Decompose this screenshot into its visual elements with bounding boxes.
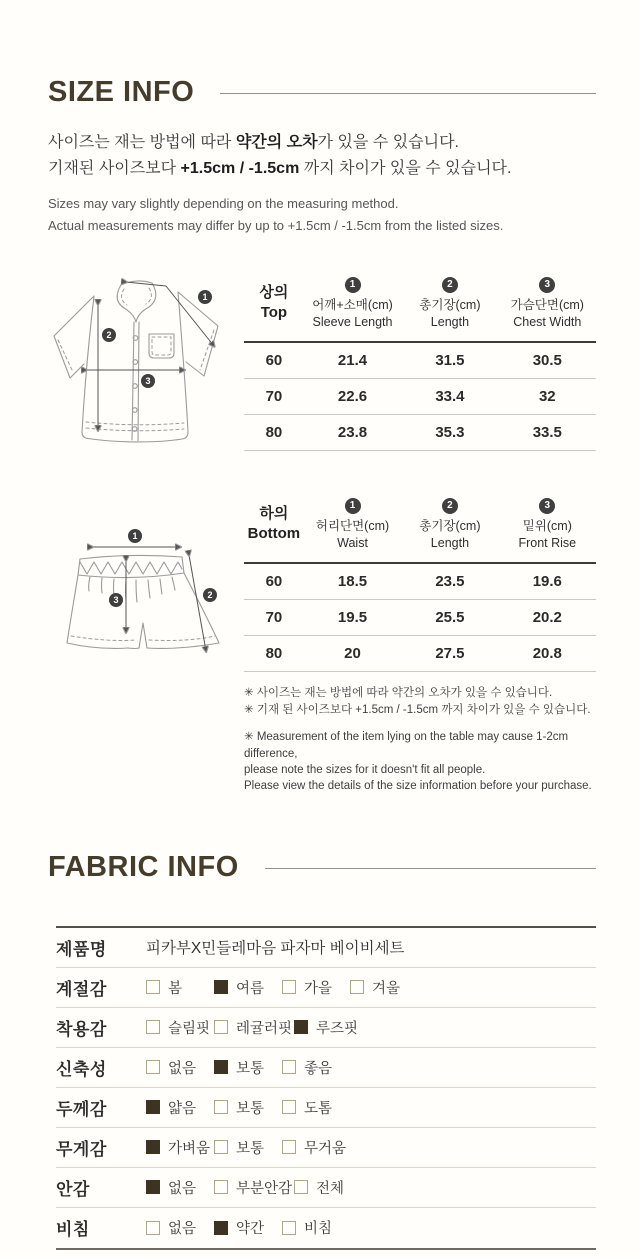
fabric-row	[56, 928, 596, 968]
size-value: 20	[304, 635, 401, 671]
fabric-option	[214, 977, 280, 998]
fabric-option-label: 겨울	[372, 980, 401, 997]
fabric-row	[56, 1008, 596, 1048]
checkbox-unchecked-icon	[350, 980, 364, 994]
size-label: 60	[244, 342, 304, 379]
size-table-header-row	[244, 495, 596, 563]
fabric-info-header	[48, 851, 596, 884]
checkbox-unchecked-icon	[146, 980, 160, 994]
checkbox-unchecked-icon	[146, 1060, 160, 1074]
fabric-option-label: 비침	[304, 1221, 333, 1238]
pajama-top-illustration	[48, 272, 244, 463]
size-column-header: 3 가슴단면(cm) Chest Width	[499, 274, 596, 342]
fabric-row	[56, 1088, 596, 1128]
size-value: 25.5	[401, 599, 498, 635]
fabric-option-label: 보통	[236, 1100, 265, 1117]
fabric-row	[56, 1168, 596, 1208]
measure-number-badge: 3	[539, 277, 555, 293]
measure-marker-1	[128, 529, 142, 543]
fabric-option	[282, 977, 348, 998]
size-table-row	[244, 635, 596, 671]
fabric-option-label: 봄	[168, 980, 183, 997]
checkbox-checked-icon	[214, 1060, 228, 1074]
fabric-row	[56, 1128, 596, 1168]
fabric-option	[294, 1177, 360, 1198]
fabric-option-label: 전체	[316, 1180, 345, 1197]
checkbox-unchecked-icon	[282, 980, 296, 994]
size-column-header: 1 어깨+소매(cm) Sleeve Length	[304, 274, 401, 342]
fabric-table	[56, 926, 596, 1250]
product-name-value: 피카부X민들레마음 파자마 베이비세트	[146, 940, 405, 958]
measure-marker-2	[203, 588, 217, 602]
size-label: 70	[244, 378, 304, 414]
fabric-row-value	[146, 977, 596, 998]
size-intro-english	[48, 193, 596, 237]
fabric-option	[146, 1057, 212, 1078]
size-table-row	[244, 342, 596, 379]
pajama-shorts-illustration	[48, 493, 244, 794]
size-intro-en-line: Actual measurements may differ by up to +1.5cm / -1.5cm from the listed sizes.	[48, 217, 504, 233]
size-note-en-line: ✳ Measurement of the item lying on the table may cause 1-2cm difference,	[244, 731, 569, 760]
pajama-shorts-line-drawing	[48, 505, 244, 665]
svg-text:1: 1	[202, 292, 208, 303]
size-note-ko-line: ✳ 사이즈는 재는 방법에 따라 약간의 오차가 있을 수 있습니다.	[244, 686, 553, 699]
size-column-header: 2 총기장(cm) Length	[401, 274, 498, 342]
size-note-ko-line: ✳ 기재 된 사이즈보다 +1.5cm / -1.5cm 까지 차이가 있을 수 있습니다.	[244, 704, 591, 717]
size-label: 80	[244, 635, 304, 671]
fabric-option-label: 부분안감	[236, 1180, 293, 1197]
size-value: 22.6	[304, 378, 401, 414]
checkbox-unchecked-icon	[146, 1020, 160, 1034]
checkbox-unchecked-icon	[214, 1180, 228, 1194]
fabric-option-label: 도톰	[304, 1100, 333, 1117]
size-label: 80	[244, 414, 304, 450]
size-value: 19.6	[499, 563, 596, 600]
measure-number-badge: 3	[539, 498, 555, 514]
fabric-option	[214, 1177, 292, 1198]
fabric-option	[294, 1017, 360, 1038]
fabric-option-label: 무거움	[304, 1140, 347, 1157]
size-notes-korean	[244, 685, 596, 720]
size-group-header: 하의 Bottom	[244, 495, 304, 563]
checkbox-checked-icon	[294, 1020, 308, 1034]
measure-marker-2	[102, 328, 116, 342]
measure-marker-3	[141, 374, 155, 388]
size-info-title: SIZE INFO	[48, 76, 195, 108]
title-rule	[265, 868, 596, 869]
size-value: 20.2	[499, 599, 596, 635]
fabric-option	[282, 1057, 348, 1078]
size-block-bottom	[48, 493, 596, 794]
fabric-option-label: 없음	[168, 1060, 197, 1077]
checkbox-checked-icon	[146, 1180, 160, 1194]
measure-number-badge: 1	[345, 498, 361, 514]
size-value: 30.5	[499, 342, 596, 379]
fabric-row-label: 비침	[56, 1220, 90, 1240]
svg-text:3: 3	[113, 595, 119, 606]
fabric-row-value	[146, 1217, 596, 1238]
fabric-option	[214, 1097, 280, 1118]
size-value: 23.8	[304, 414, 401, 450]
checkbox-checked-icon	[146, 1100, 160, 1114]
size-value: 33.4	[401, 378, 498, 414]
size-intro-korean	[48, 130, 596, 182]
fabric-option-label: 루즈핏	[316, 1020, 359, 1037]
fabric-option-label: 레귤러핏	[236, 1020, 293, 1037]
fabric-row	[56, 968, 596, 1008]
checkbox-unchecked-icon	[214, 1100, 228, 1114]
svg-text:2: 2	[207, 590, 213, 601]
fabric-option-label: 없음	[168, 1180, 197, 1197]
fabric-option-label: 얇음	[168, 1100, 197, 1117]
fabric-option-label: 가을	[304, 980, 333, 997]
fabric-option-label: 슬림핏	[168, 1020, 211, 1037]
pajama-top-line-drawing	[48, 272, 244, 458]
fabric-option	[350, 977, 416, 998]
fabric-row	[56, 1208, 596, 1248]
checkbox-checked-icon	[146, 1140, 160, 1154]
fabric-row-value	[146, 936, 596, 958]
fabric-option	[214, 1137, 280, 1158]
measure-number-badge: 1	[345, 277, 361, 293]
fabric-option-label: 보통	[236, 1060, 265, 1077]
size-notes-english	[244, 729, 596, 794]
checkbox-checked-icon	[214, 1221, 228, 1235]
size-value: 21.4	[304, 342, 401, 379]
checkbox-unchecked-icon	[282, 1221, 296, 1235]
measure-number-badge: 2	[442, 498, 458, 514]
fabric-row	[56, 1048, 596, 1088]
fabric-row-value	[146, 1137, 596, 1158]
size-column-header: 1 허리단면(cm) Waist	[304, 495, 401, 563]
checkbox-checked-icon	[214, 980, 228, 994]
size-block-top	[48, 272, 596, 463]
svg-text:2: 2	[106, 330, 112, 341]
size-value: 33.5	[499, 414, 596, 450]
fabric-info-title: FABRIC INFO	[48, 850, 239, 883]
size-value: 35.3	[401, 414, 498, 450]
fabric-option-label: 가벼움	[168, 1140, 211, 1157]
size-note-en-line: Please view the details of the size information before your purchase.	[244, 780, 592, 793]
title-rule	[220, 93, 596, 94]
size-value: 23.5	[401, 563, 498, 600]
fabric-row-label: 무게감	[56, 1139, 107, 1159]
fabric-option	[146, 977, 212, 998]
checkbox-unchecked-icon	[282, 1100, 296, 1114]
size-table-bottom	[244, 495, 596, 672]
size-value: 19.5	[304, 599, 401, 635]
fabric-option-label: 여름	[236, 980, 265, 997]
fabric-option	[214, 1017, 292, 1038]
fabric-option	[146, 1177, 212, 1198]
fabric-option	[146, 1097, 212, 1118]
fabric-option	[214, 1217, 280, 1238]
size-table-row	[244, 563, 596, 600]
fabric-option-label: 좋음	[304, 1060, 333, 1077]
checkbox-unchecked-icon	[214, 1140, 228, 1154]
size-table-row	[244, 599, 596, 635]
size-table-row	[244, 378, 596, 414]
fabric-row-label: 신축성	[56, 1059, 107, 1079]
fabric-row-label: 안감	[56, 1179, 90, 1199]
fabric-row-value	[146, 1017, 596, 1038]
size-value: 18.5	[304, 563, 401, 600]
fabric-option	[282, 1097, 348, 1118]
checkbox-unchecked-icon	[146, 1221, 160, 1235]
fabric-row-label: 두께감	[56, 1099, 107, 1119]
fabric-option-label: 약간	[236, 1221, 265, 1238]
fabric-row-value	[146, 1097, 596, 1118]
size-table-header-row	[244, 274, 596, 342]
svg-text:1: 1	[132, 531, 138, 542]
fabric-option	[214, 1057, 280, 1078]
fabric-option	[282, 1217, 348, 1238]
size-table-row	[244, 414, 596, 450]
checkbox-unchecked-icon	[294, 1180, 308, 1194]
size-note-en-line: please note the sizes for it doesn't fit all people.	[244, 764, 486, 777]
size-notes	[244, 685, 596, 795]
size-column-header: 3 밑위(cm) Front Rise	[499, 495, 596, 563]
size-label: 60	[244, 563, 304, 600]
svg-text:3: 3	[145, 376, 151, 387]
measure-number-badge: 2	[442, 277, 458, 293]
size-value: 31.5	[401, 342, 498, 379]
size-intro-ko-line: 기재된 사이즈보다 +1.5cm / -1.5cm 까지 차이가 있을 수 있습니다.	[48, 159, 512, 177]
checkbox-unchecked-icon	[282, 1140, 296, 1154]
size-group-header: 상의 Top	[244, 274, 304, 342]
fabric-row-value	[146, 1057, 596, 1078]
size-label: 70	[244, 599, 304, 635]
size-column-header: 2 총기장(cm) Length	[401, 495, 498, 563]
size-intro-en-line: Sizes may vary slightly depending on the measuring method.	[48, 195, 399, 211]
checkbox-unchecked-icon	[282, 1060, 296, 1074]
fabric-option-label: 없음	[168, 1221, 197, 1238]
fabric-row-label: 제품명	[56, 939, 107, 959]
fabric-row-value	[146, 1177, 596, 1198]
size-info-header	[48, 76, 596, 109]
size-table-top	[244, 274, 596, 451]
size-value: 32	[499, 378, 596, 414]
fabric-option	[282, 1137, 348, 1158]
size-value: 20.8	[499, 635, 596, 671]
fabric-option	[146, 1017, 212, 1038]
measure-marker-1	[198, 290, 212, 304]
size-intro-ko-line: 사이즈는 재는 방법에 따라 약간의 오차가 있을 수 있습니다.	[48, 134, 459, 151]
fabric-option	[146, 1137, 212, 1158]
size-value: 27.5	[401, 635, 498, 671]
fabric-row-label: 착용감	[56, 1019, 107, 1039]
fabric-option	[146, 1217, 212, 1238]
fabric-option-label: 보통	[236, 1140, 265, 1157]
fabric-info-section	[48, 851, 596, 1250]
checkbox-unchecked-icon	[214, 1020, 228, 1034]
measure-marker-3	[109, 593, 123, 607]
fabric-row-label: 계절감	[56, 979, 107, 999]
